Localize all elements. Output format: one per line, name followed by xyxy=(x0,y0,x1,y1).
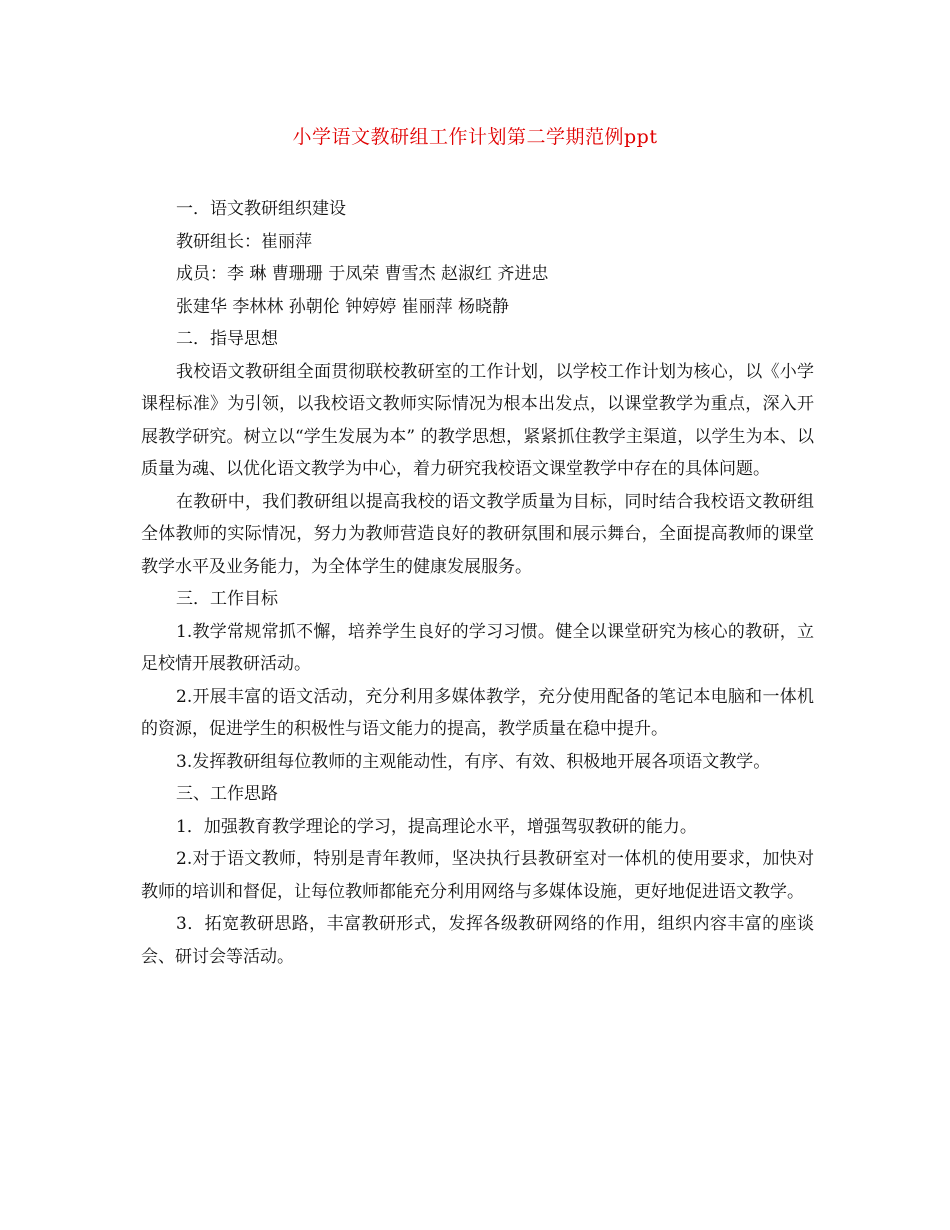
goal-item-3: 3.发挥教研组每位教师的主观能动性，有序、有效、积极地开展各项语文教学。 xyxy=(176,751,771,772)
document-body xyxy=(141,193,814,973)
goal-item-2: 2.开展丰富的语文活动，充分利用多媒体教学，充分使用配备的笔记本电脑和一体机的资源，促进学生的积极性与语文能力的提高，教学质量在稳中提升。 xyxy=(141,686,814,739)
idea-item-3: 3．拓宽教研思路，丰富教研形式，发挥各级教研网络的作用，组织内容丰富的座谈会、研讨会等活动。 xyxy=(141,914,814,967)
idea-item-2: 2.对于语文教师，特别是青年教师，坚决执行县教研室对一体机的使用要求，加快对教师的培训和督促，让每位教师都能充分利用网络与多媒体设施，更好地促进语文教学。 xyxy=(141,849,814,902)
section-heading-work-goals: 三．工作目标 xyxy=(176,589,278,609)
section-heading-guiding-ideology: 二．指导思想 xyxy=(176,329,278,349)
section-heading-work-ideas: 三、工作思路 xyxy=(176,784,278,804)
members-line-1: 成员：李 琳 曹珊珊 于凤荣 曹雪杰 赵淑红 齐进忠 xyxy=(176,264,549,284)
guiding-paragraph-1: 我校语文教研组全面贯彻联校教研室的工作计划，以学校工作计划为核心，以《小学课程标准》为引领，以我校语文教师实际情况为根本出发点，以课堂教学为重点，深入开展教学研究。树立以“学生发展为本” 的教学思想，紧紧抓住教学主渠道，以学生为本、以质量为魂、以优化语文教学为中心，着力研究我校语文课堂教学中存在的具体问题。 xyxy=(141,361,814,479)
document-title: 小学语文教研组工作计划第二学期范例ppt xyxy=(292,126,658,148)
idea-item-1: 1．加强教育教学理论的学习，提高理论水平，增强驾驭教研的能力。 xyxy=(176,816,697,837)
members-line-2: 张建华 李林林 孙朝伦 钟婷婷 崔丽萍 杨晓静 xyxy=(176,296,510,317)
guiding-paragraph-2: 在教研中，我们教研组以提高我校的语文教学质量为目标，同时结合我校语文教研组全体教师的实际情况，努力为教师营造良好的教研氛围和展示舞台，全面提高教师的课堂教学水平及业务能力，为全体学生的健康发展服务。 xyxy=(141,491,814,577)
group-leader-line: 教研组长：崔丽萍 xyxy=(176,231,312,252)
goal-item-1: 1.教学常规常抓不懈，培养学生良好的学习习惯。健全以课堂研究为核心的教研，立足校情开展教研活动。 xyxy=(141,621,814,674)
section-heading-organization: 一．语文教研组织建设 xyxy=(176,199,346,219)
